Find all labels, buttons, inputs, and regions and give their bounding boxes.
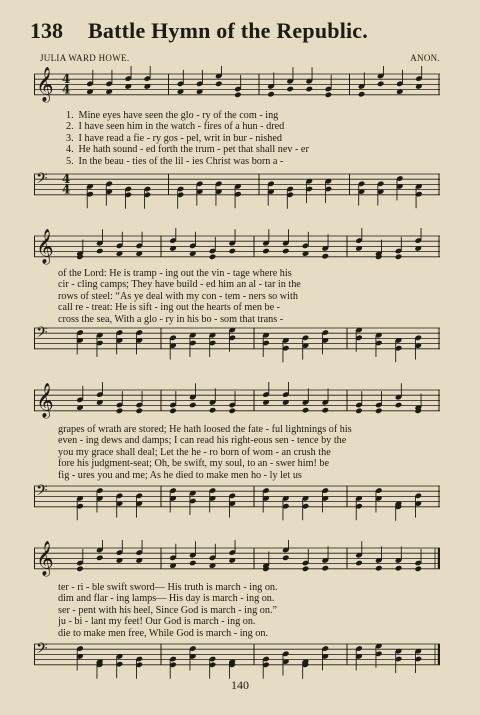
lyric-text: In the beau - ties of the lil - ies Christ was born a - xyxy=(78,155,284,167)
lyrics-block-2 xyxy=(58,268,442,325)
lyric-line xyxy=(66,110,442,121)
lyric-line: fore his judgment-seat; Oh, be swift, my soul, to an - swer him! be xyxy=(58,458,330,470)
lyric-line: cir - cling camps; They have build - ed him an al - tar in the xyxy=(58,279,301,291)
svg-text:4: 4 xyxy=(62,172,71,186)
verse-number: 3. xyxy=(66,132,74,144)
svg-text:𝄢: 𝄢 xyxy=(36,170,48,191)
verse-number: 1. xyxy=(66,110,74,121)
hymn-header xyxy=(30,18,450,48)
svg-text:𝄢: 𝄢 xyxy=(36,482,48,503)
page-number: 140 xyxy=(231,678,249,692)
author-credit: JULIA WARD HOWE. xyxy=(40,53,130,63)
verse-number: 4. xyxy=(66,144,74,156)
lyrics-block-4 xyxy=(58,582,442,639)
bass-staff-1 xyxy=(34,166,440,218)
hymn-title: Battle Hymn of the Republic. xyxy=(88,18,368,43)
lyric-line xyxy=(66,144,442,155)
lyric-line: die to make men free, While God is march - ing on. xyxy=(58,627,269,639)
lyric-text: I have seen him in the watch - fires of a hun - dred xyxy=(78,121,285,133)
svg-text:𝄞: 𝄞 xyxy=(36,383,54,418)
lyric-line: cross the sea, With a glo - ry in his bo - som that trans - xyxy=(58,313,284,325)
lyric-line: dim and flar - ing lamps— His day is march - ing on. xyxy=(58,593,275,605)
bass-staff-2 xyxy=(34,320,440,372)
lyrics-block-3 xyxy=(58,424,442,481)
lyrics-block-1 xyxy=(66,110,442,167)
lyric-line: ter - ri - ble swift sword— His truth is march - ing on. xyxy=(58,582,278,593)
lyric-line xyxy=(66,133,442,144)
composer-credit: ANON. xyxy=(410,53,440,63)
svg-text:4: 4 xyxy=(62,82,71,97)
lyric-line xyxy=(66,121,442,132)
svg-text:𝄞: 𝄞 xyxy=(36,229,54,264)
svg-text:4: 4 xyxy=(62,182,71,197)
verse-number: 2. xyxy=(66,121,74,133)
verse-number: 5. xyxy=(66,155,74,167)
lyric-text: Mine eyes have seen the glo - ry of the com - ing xyxy=(78,110,279,121)
bass-staff-3 xyxy=(34,478,440,530)
lyric-line: ser - pent with his heel, Since God is march - ing on.” xyxy=(58,604,277,616)
lyric-text: He hath sound - ed forth the trum - pet that shall nev - er xyxy=(78,144,309,156)
lyric-line: rows of steel: “As ye deal with my con - tem - ners so with xyxy=(58,290,298,302)
svg-text:𝄢: 𝄢 xyxy=(36,324,48,345)
lyric-line: fig - ures you and me; As he died to make men ho - ly let us xyxy=(58,469,302,481)
svg-text:𝄞: 𝄞 xyxy=(36,67,54,102)
svg-text:𝄞: 𝄞 xyxy=(36,541,54,576)
svg-text:4: 4 xyxy=(62,72,71,86)
svg-text:𝄢: 𝄢 xyxy=(36,640,48,661)
lyric-text: I have read a fie - ry gos - pel, writ in bur - nished xyxy=(78,132,282,144)
hymn-credits xyxy=(40,53,440,67)
lyric-line: even - ing dews and damps; I can read his right-eous sen - tence by the xyxy=(58,435,347,447)
lyric-line: call re - treat: He is sift - ing out the hearts of men be - xyxy=(58,302,281,314)
lyric-line: grapes of wrath are stored; He hath loosed the fate - ful lightnings of his xyxy=(58,424,352,435)
lyric-line: you my grace shall deal; Let the he - ro born of wom - an crush the xyxy=(58,446,331,458)
lyric-line: of the Lord: He is tramp - ing out the vin - tage where his xyxy=(58,268,292,279)
lyric-line: ju - bi - lant my feet! Our God is march - ing on. xyxy=(58,616,256,628)
hymn-number: 138 xyxy=(30,18,63,43)
bass-staff-4 xyxy=(34,636,440,682)
